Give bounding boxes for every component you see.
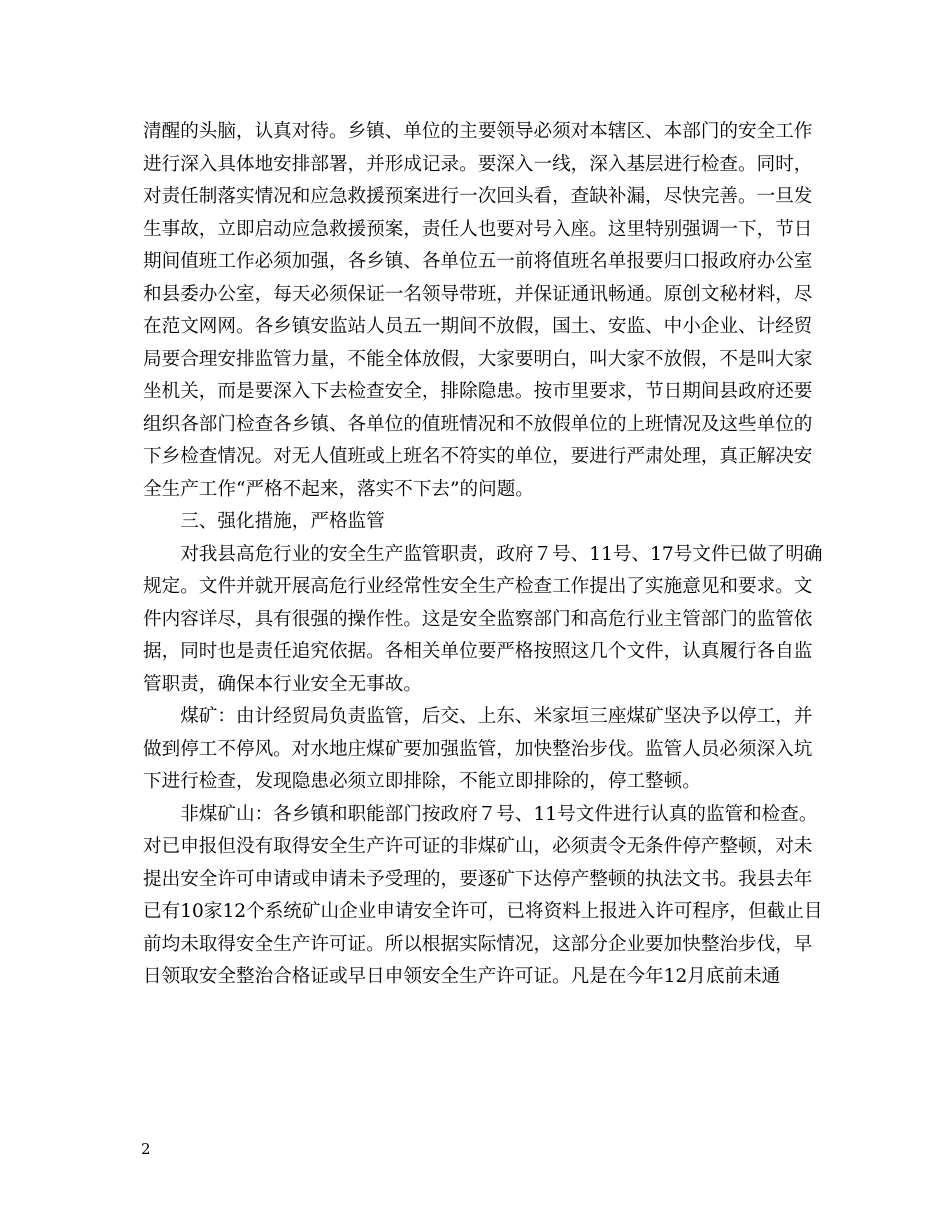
document-body — [143, 116, 827, 994]
paragraph: 对我县高危行业的安全生产监管职责，政府７号、11号、17号文件已做了明确规定。文件并就开展高危行业经常性安全生产检查工作提出了实施意见和要求。文件内容详尽，具有很强的操作性。这是安全监察部门和高危行业主管部门的监管依据，同时也是责任追究依据。各相关单位要严格按照这几个文件，认真履行各自监管职责，确保本行业安全无事故。 — [143, 543, 823, 695]
section-heading: 三、强化措施，严格监管 — [180, 511, 385, 532]
paragraph: 煤矿：由计经贸局负责监管，后交、上东、米家垣三座煤矿坚决予以停工，并做到停工不停风。对水地庄煤矿要加强监管，加快整治步伐。监管人员必须深入坑下进行检查，发现隐患必须立即排除，不能立即排除的，停工整顿。 — [143, 706, 813, 792]
paragraph-continued: 清醒的头脑，认真对待。乡镇、单位的主要领导必须对本辖区、本部门的安全工作进行深入具体地安排部署，并形成记录。要深入一线，深入基层进行检查。同时，对责任制落实情况和应急救援预案进行一次回头看，查缺补漏，尽快完善。一旦发生事故，立即启动应急救援预案，责任人也要对号入座。这里特别强调一下，节日期间值班工作必须加强，各乡镇、各单位五一前将值班名单报要归口报政府办公室和县委办公室，每天必须保证一名领导带班，并保证通讯畅通。原创文秘材料，尽在范文网网。各乡镇安监站人员五一期间不放假，国土、安监、中小企业、计经贸局要合理安排监管力量，不能全体放假，大家要明白，叫大家不放假，不是叫大家坐机关，而是要深入下去检查安全，排除隐患。按市里要求，节日期间县政府还要组织各部门检查各乡镇、各单位的值班情况和不放假单位的上班情况及这些单位的下乡检查情况。对无人值班或上班名不符实的单位，要进行严肃处理，真正解决安全生产工作“严格不起来，落实不下去”的问题。 — [143, 121, 813, 500]
paragraph: 非煤矿山：各乡镇和职能部门按政府７号、11号文件进行认真的监管和检查。对已申报但没有取得安全生产许可证的非煤矿山，必须责令无条件停产整顿，对未提出安全许可申请或申请未予受理的，要逐矿下达停产整顿的执法文书。我县去年已有10家12个系统矿山企业申请安全许可，已将资料上报进入许可程序，但截止目前均未取得安全生产许可证。所以根据实际情况，这部分企业要加快整治步伐，早日领取安全整治合格证或早日申领安全生产许可证。凡是在今年12月底前未通 — [143, 803, 823, 987]
page-number: 2 — [141, 1140, 151, 1158]
